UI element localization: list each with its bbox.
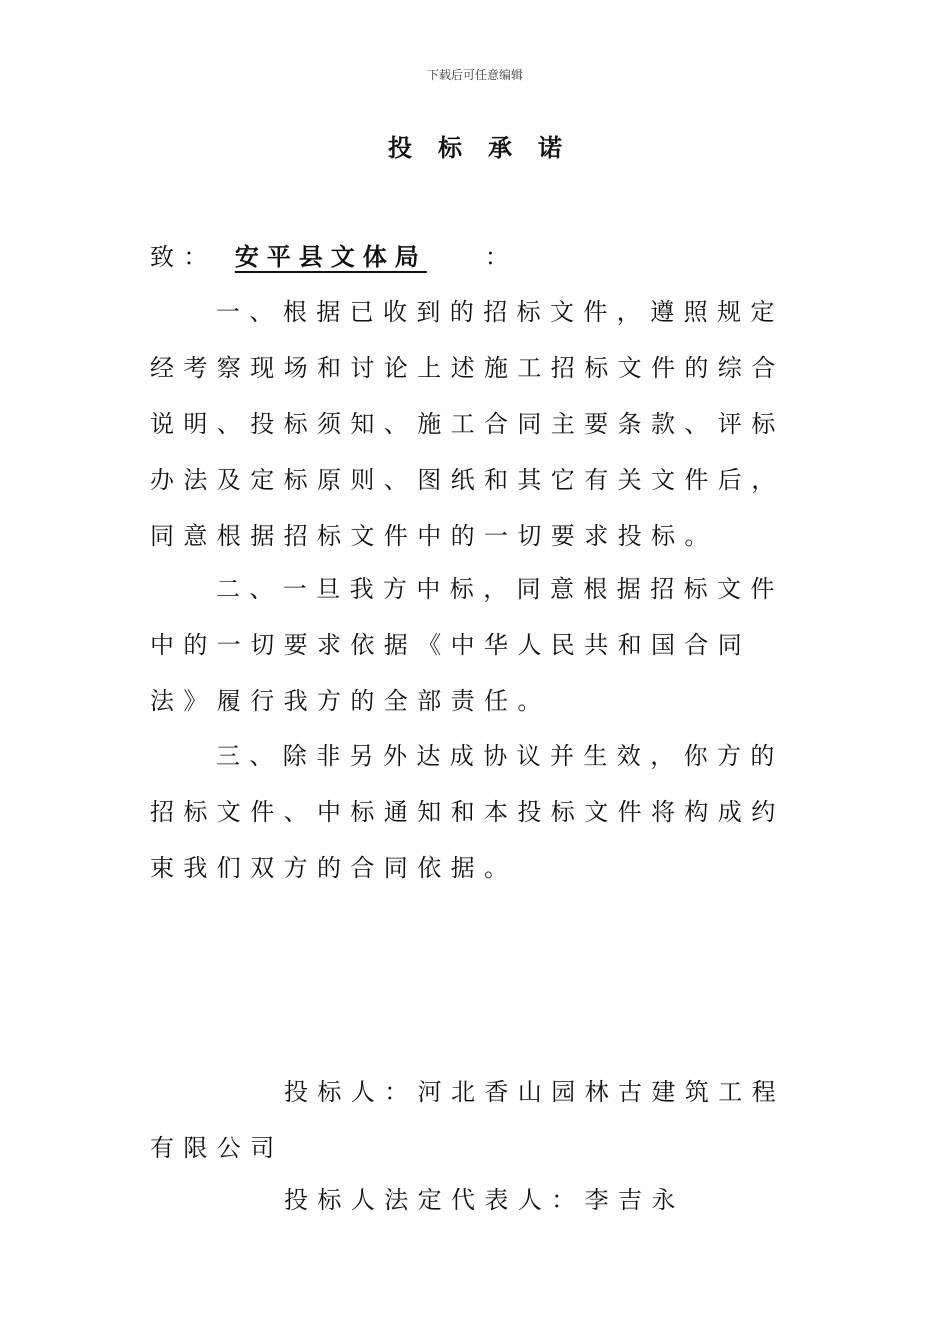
paragraph-2: 二、一旦我方中标，同意根据招标文件中的一切要求依据《中华人民共和国合同法》履行我方的全部责任。 — [150, 575, 784, 715]
salutation-line — [150, 229, 800, 285]
paragraph-3: 三、除非另外达成协议并生效，你方的招标文件、中标通知和本投标文件将构成约束我们双方的合同依据。 — [150, 742, 785, 882]
salutation-suffix: ： — [484, 243, 519, 271]
document-title: 投标承诺 — [388, 133, 588, 162]
paragraph-1: 一、根据已收到的招标文件，遵照规定经考察现场和讨论上述施工招标文件的综合说明、投标须知、施工合同主要条款、评标办法及定标原则、图纸和其它有关文件后，同意根据招标文件中的一切要求投标。 — [150, 298, 785, 550]
bidder-signature: 投标人：河北香山园林古建筑工程有限公司 — [150, 1078, 785, 1162]
recipient-name: 安平县文体局 — [234, 242, 427, 271]
representative-signature: 投标人法定代表人：李吉永 — [284, 1186, 685, 1214]
page-header-note: 下载后可任意编辑 — [426, 68, 523, 82]
salutation-prefix: 致： — [150, 243, 217, 271]
